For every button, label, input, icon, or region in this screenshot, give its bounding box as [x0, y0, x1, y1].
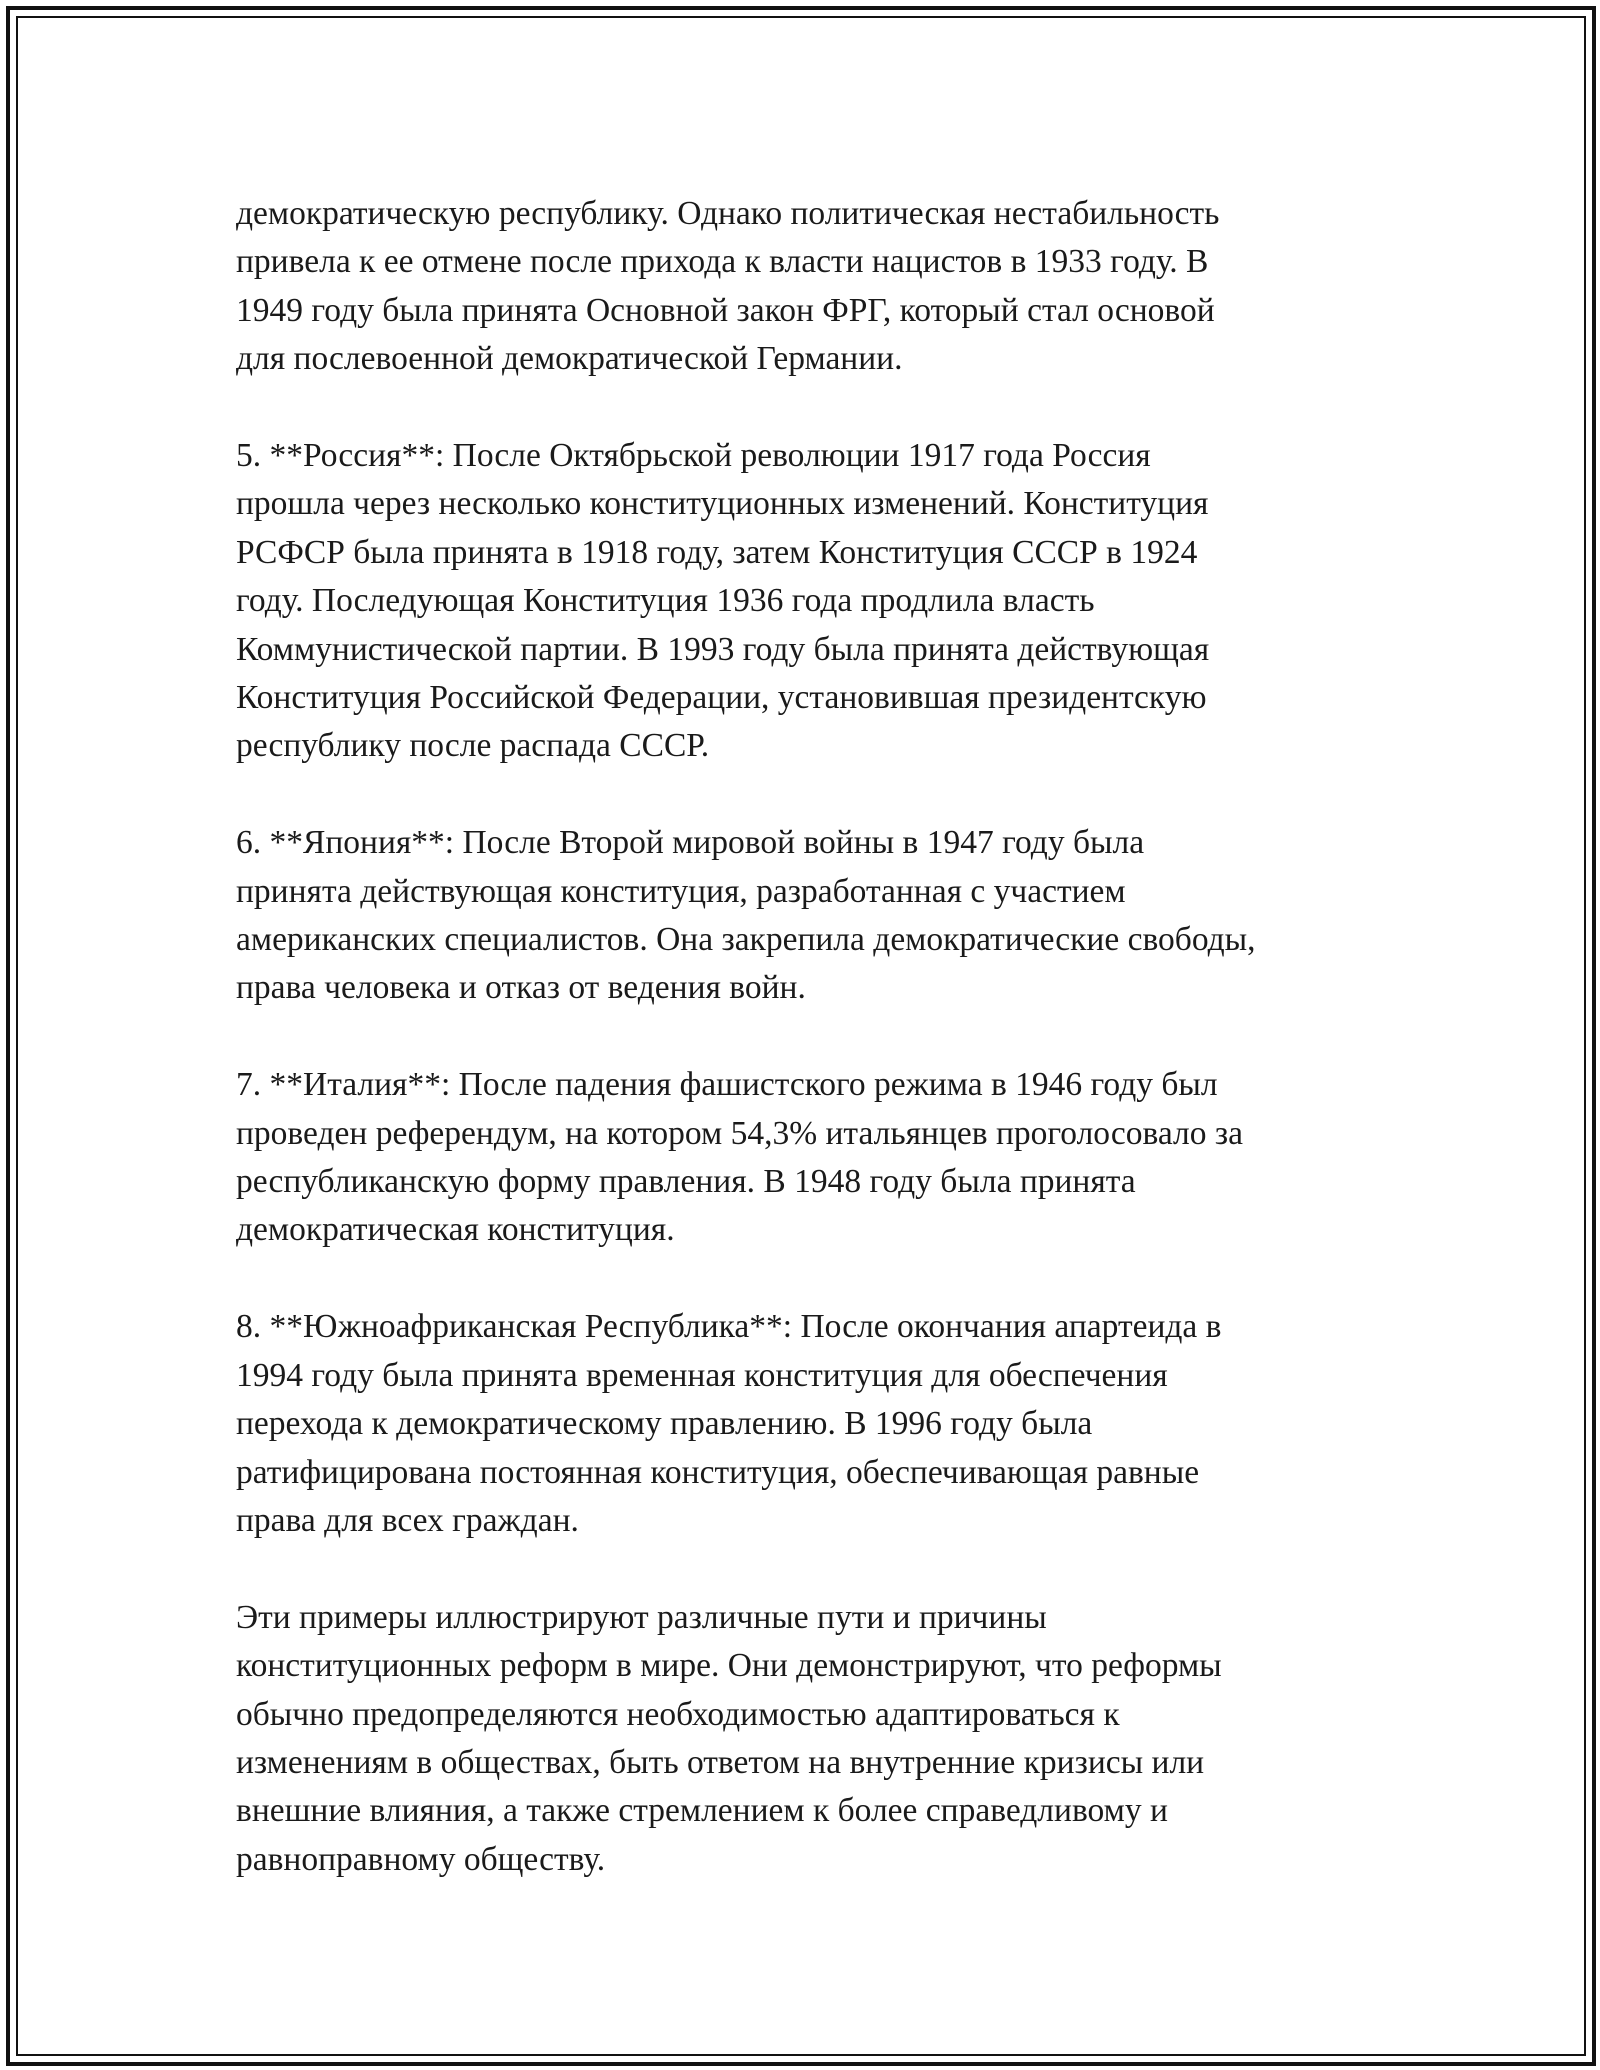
text-line: 8. **Южноафриканская Республика**: После окончания апартеида в [236, 1308, 1222, 1346]
text-line: принята действующая конституция, разработанная с участием [236, 872, 1126, 910]
text-line: 1949 году была принята Основной закон ФРГ, который стал основой [236, 291, 1215, 329]
text-line: права человека и отказ от ведения войн. [236, 969, 806, 1007]
paragraph-germany-continued [236, 190, 1366, 384]
text-line: году. Последующая Конституция 1936 года продлила власть [236, 582, 1095, 620]
text-line: американских специалистов. Она закрепила демократические свободы, [236, 921, 1256, 959]
paragraph-italy [236, 1061, 1366, 1255]
text-line: конституционных реформ в мире. Они демонстрируют, что реформы [236, 1647, 1222, 1685]
text-line: проведен референдум, на котором 54,3% итальянцев проголосовало за [236, 1114, 1243, 1152]
text-line: внешние влияния, а также стремлением к более справедливому и [236, 1792, 1168, 1830]
text-line: права для всех граждан. [236, 1501, 579, 1539]
text-line: Конституция Российской Федерации, установившая президентскую [236, 679, 1207, 717]
text-line: привела к ее отмене после прихода к власти нацистов в 1933 году. В [236, 243, 1209, 281]
text-line: 1994 году была принята временная конституция для обеспечения [236, 1356, 1168, 1394]
text-line: изменениям в обществах, быть ответом на внутренние кризисы или [236, 1743, 1205, 1781]
paragraph-south-africa [236, 1303, 1366, 1545]
document-body [236, 190, 1366, 1933]
paragraph-japan [236, 819, 1366, 1013]
text-line: Эти примеры иллюстрируют различные пути и причины [236, 1598, 1047, 1636]
text-line: республику после распада СССР. [236, 727, 710, 765]
text-line: прошла через несколько конституционных изменений. Конституция [236, 485, 1209, 523]
text-line: Коммунистической партии. В 1993 году была принята действующая [236, 630, 1210, 668]
text-line: демократическую республику. Однако политическая нестабильность [236, 195, 1220, 232]
text-line: 5. **Россия**: После Октябрьской революции 1917 года Россия [236, 437, 1151, 475]
text-line: демократическая конституция. [236, 1211, 675, 1249]
paragraph-russia [236, 432, 1366, 771]
text-line: РСФСР была принята в 1918 году, затем Конституция СССР в 1924 [236, 533, 1198, 571]
text-line: 7. **Италия**: После падения фашистского режима в 1946 году был [236, 1066, 1218, 1104]
paragraph-conclusion [236, 1594, 1366, 1884]
text-line: ратифицирована постоянная конституция, обеспечивающая равные [236, 1453, 1200, 1491]
text-line: обычно предопределяются необходимостью адаптироваться к [236, 1695, 1120, 1733]
text-line: перехода к демократическому правлению. В 1996 году была [236, 1405, 1093, 1443]
text-line: 6. **Япония**: После Второй мировой войны в 1947 году была [236, 824, 1145, 862]
text-line: равноправному обществу. [236, 1840, 606, 1878]
text-line: республиканскую форму правления. В 1948 году была принята [236, 1163, 1136, 1201]
text-line: для послевоенной демократической Германии. [236, 340, 903, 378]
